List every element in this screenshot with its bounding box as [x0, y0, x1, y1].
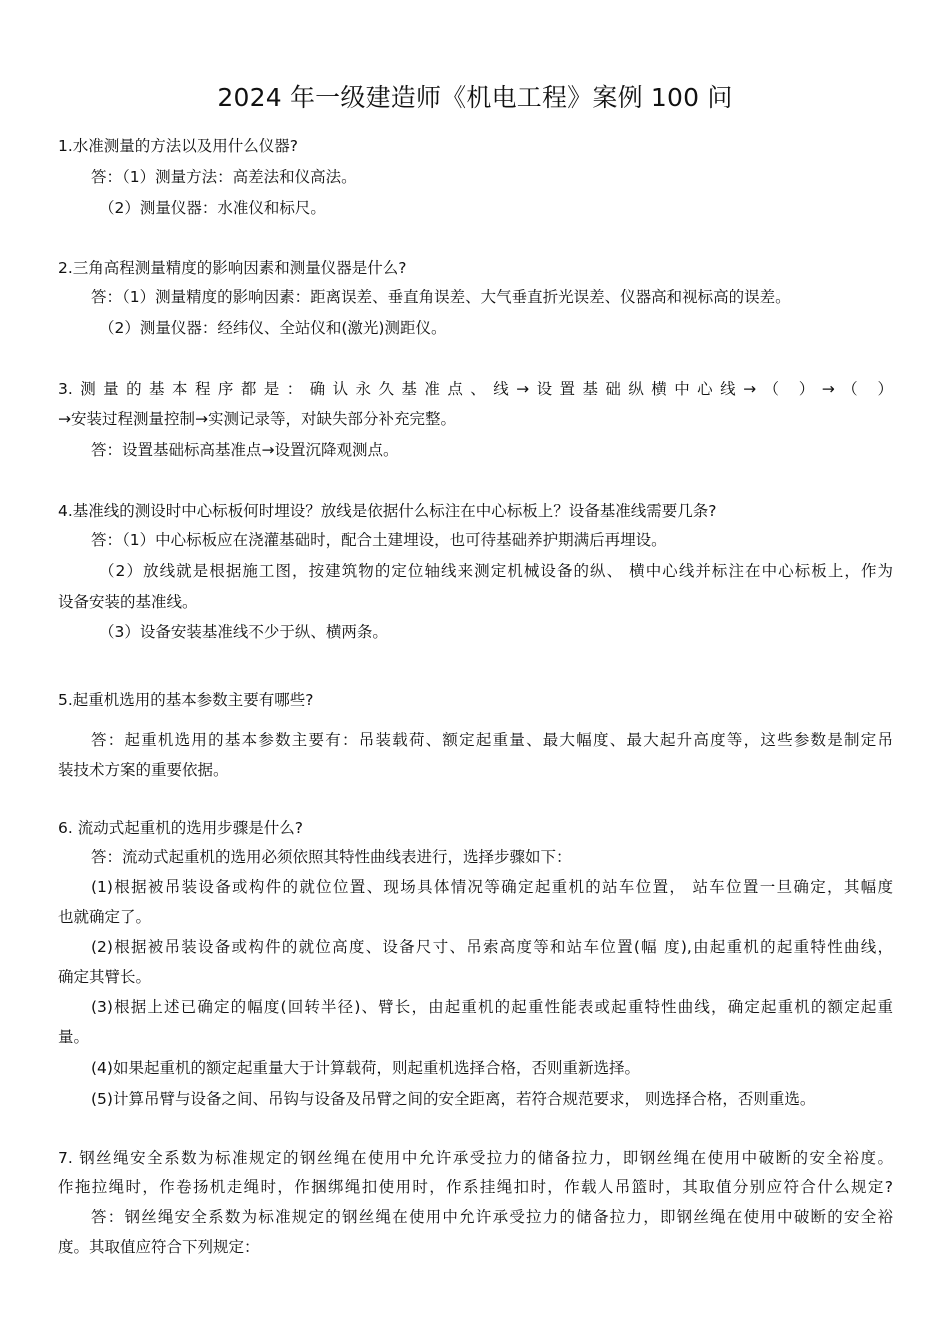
- answer-5-line-1: 答：起重机选用的基本参数主要有：吊装载荷、额定起重量、最大幅度、最大起升高度等，这些参数是制定吊: [91, 731, 893, 749]
- question-5: 5.起重机选用的基本参数主要有哪些?: [58, 691, 314, 709]
- answer-1-line-1: 答：（1）测量方法：高差法和仪高法。: [91, 168, 357, 186]
- question-2: 2.三角高程测量精度的影响因素和测量仪器是什么?: [58, 259, 407, 277]
- answer-3: 答：设置基础标高基准点→设置沉降观测点。: [91, 441, 399, 459]
- answer-2-line-1: 答：（1）测量精度的影响因素：距离误差、垂直角误差、大气垂直折光误差、仪器高和视标高的误差。: [91, 288, 791, 306]
- answer-6-step-3-cont: 量。: [58, 1028, 90, 1046]
- answer-6-intro: 答：流动式起重机的选用必须依照其特性曲线表进行，选择步骤如下：: [91, 848, 572, 866]
- answer-6-step-5: (5)计算吊臂与设备之间、吊钩与设备及吊臂之间的安全距离，若符合规范要求， 则选择合格，否则重选。: [91, 1090, 816, 1108]
- question-3-line-2: →安装过程测量控制→实测记录等，对缺失部分补充完整。: [58, 410, 456, 428]
- document-title: 2024 年一级建造师《机电工程》案例 100 问: [217, 83, 733, 112]
- answer-7-line-2: 度。其取值应符合下列规定：: [58, 1238, 260, 1256]
- answer-1-line-2: （2）测量仪器：水准仪和标尺。: [99, 199, 326, 217]
- question-3-line-1: 3.测量的基本程序都是：确认永久基准点、线→设置基础纵横中心线→（ ）→（ ）: [58, 380, 893, 398]
- answer-6-step-3: (3)根据上述已确定的幅度(回转半径)、臂长，由起重机的起重性能表或起重特性曲线，确定起重机的额定起重: [91, 998, 893, 1016]
- answer-4-line-2: （2）放线就是根据施工图，按建筑物的定位轴线来测定机械设备的纵、 横中心线并标注在中心标板上，作为: [99, 562, 893, 580]
- answer-5-line-2: 装技术方案的重要依据。: [58, 761, 229, 779]
- answer-4-line-3: 设备安装的基准线。: [58, 593, 198, 611]
- answer-4-line-4: （3）设备安装基准线不少于纵、横两条。: [99, 623, 388, 641]
- answer-6-step-1-cont: 也就确定了。: [58, 908, 152, 926]
- answer-6-step-2: (2)根据被吊装设备或构件的就位高度、设备尺寸、吊索高度等和站车位置(幅 度),由起重机的起重特性曲线，: [91, 938, 893, 956]
- answer-6-step-4: (4)如果起重机的额定起重量大于计算载荷，则起重机选择合格，否则重新选择。: [91, 1059, 640, 1077]
- answer-6-step-1: (1)根据被吊装设备或构件的就位位置、现场具体情况等确定起重机的站车位置， 站车位置一旦确定，其幅度: [91, 878, 893, 896]
- question-1: 1.水准测量的方法以及用什么仪器?: [58, 137, 299, 155]
- answer-4-line-1: 答：（1）中心标板应在浇灌基础时，配合土建埋设，也可待基础养护期满后再埋设。: [91, 531, 667, 549]
- question-7-line-1: 7. 钢丝绳安全系数为标准规定的钢丝绳在使用中允许承受拉力的储备拉力，即钢丝绳在使用中破断的安全裕度。: [58, 1149, 893, 1167]
- answer-6-step-2-cont: 确定其臂长。: [58, 968, 152, 986]
- question-6: 6. 流动式起重机的选用步骤是什么?: [58, 819, 303, 837]
- answer-7-line-1: 答：钢丝绳安全系数为标准规定的钢丝绳在使用中允许承受拉力的储备拉力，即钢丝绳在使用中破断的安全裕: [91, 1208, 893, 1226]
- question-4: 4.基准线的测设时中心标板何时埋设？放线是依据什么标注在中心标板上？设备基准线需要几条?: [58, 502, 717, 520]
- question-7-line-2: 作拖拉绳时，作卷扬机走绳时，作捆绑绳扣使用时，作系挂绳扣时，作载人吊篮时，其取值分别应符合什么规定?: [58, 1178, 893, 1196]
- answer-2-line-2: （2）测量仪器：经纬仪、全站仪和(激光)测距仪。: [99, 319, 447, 337]
